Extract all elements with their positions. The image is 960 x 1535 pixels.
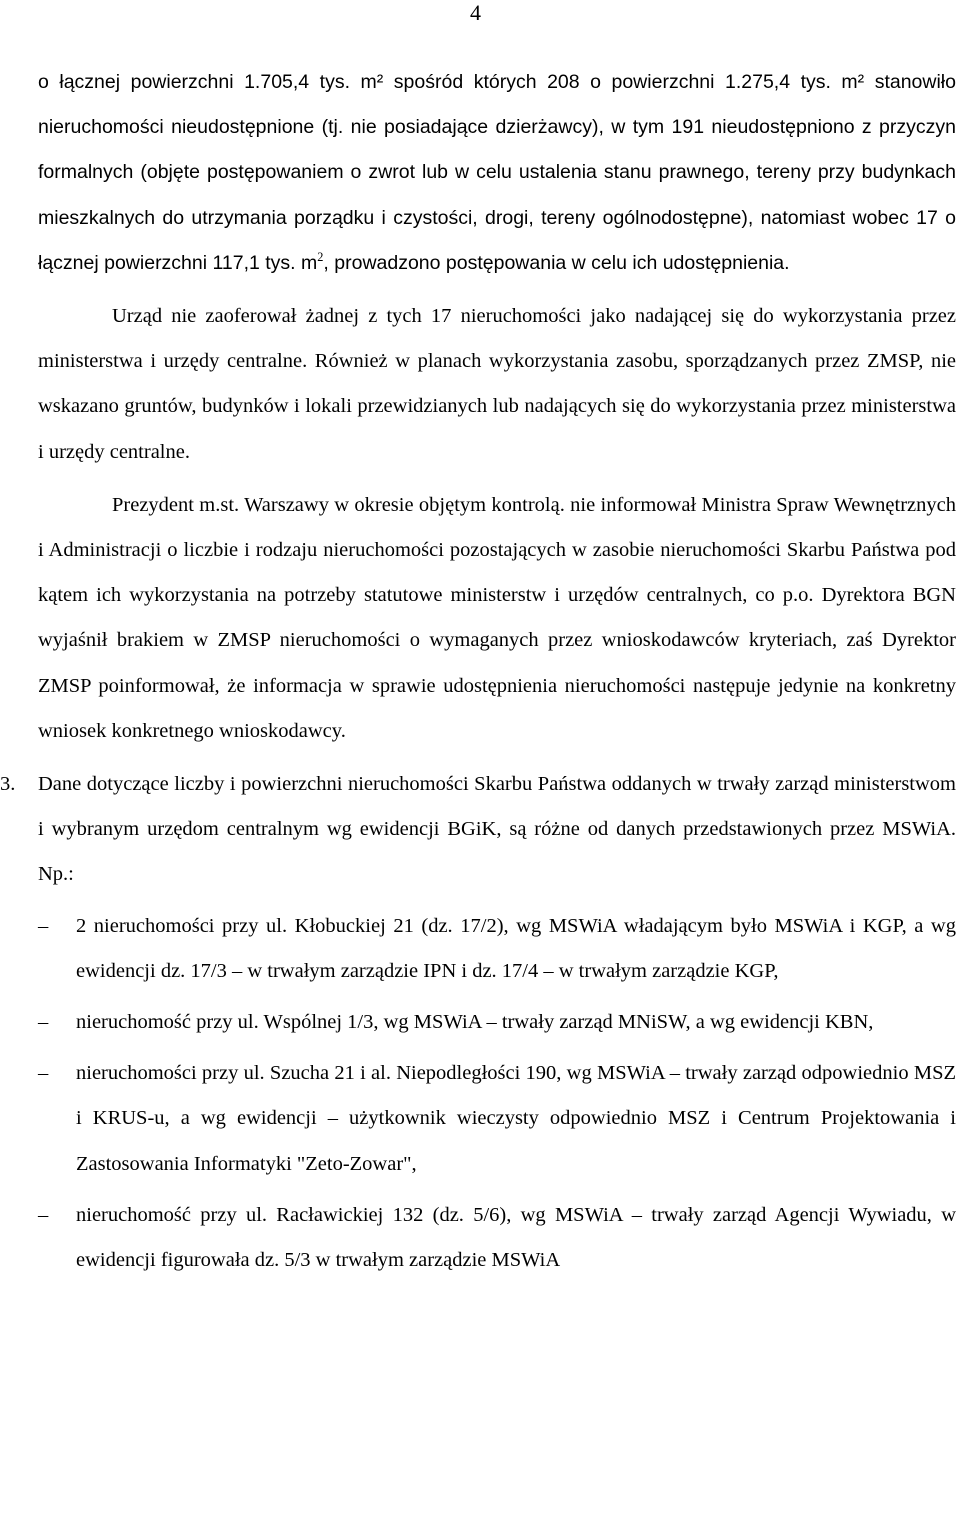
item-text: Dane dotyczące liczby i powierzchni nieruchomości Skarbu Państwa oddanych w trwały zarząd ministerstwom i wybranym urzędom centralnym wg ewidencji BGiK, są różne od danych przedstawionych przez MSWiA. Np.: (38, 773, 956, 886)
list-item (38, 1000, 956, 1045)
item-number: 3. (0, 773, 16, 796)
superscript: 2 (317, 249, 324, 264)
dash-marker: – (38, 1011, 49, 1034)
list-item (38, 1051, 956, 1187)
page-number: 4 (470, 0, 481, 25)
paragraph-1 (38, 60, 956, 286)
dash-marker: – (38, 1062, 49, 1085)
list-item-text: nieruchomość przy ul. Wspólnej 1/3, wg MSWiA – trwały zarząd MNiSW, a wg ewidencji KBN, (76, 1011, 874, 1034)
dash-marker: – (38, 1203, 49, 1226)
paragraph-1-text-end: , prowadzono postępowania w celu ich udostępnienia. (323, 251, 790, 274)
paragraph-1-text: o łącznej powierzchni 1.705,4 tys. m² spośród których 208 o powierzchni 1.275,4 tys. m² stanowiło nieruchomości nieudostępnione (tj. nie posiadające dzierżawcy), w tym 191 nieudostępniono z przyczyn formalnych (objęte postępowaniem o zwrot lub w celu ustalenia stanu prawnego, tereny przy budynkach mieszkalnych do utrzymania porządku i czystości, drogi, tereny ogólnodostępne), natomiast wobec 17 o łącznej powierzchni 117,1 tys. m (38, 71, 956, 274)
list-item-text: nieruchomości przy ul. Szucha 21 i al. Niepodległości 190, wg MSWiA – trwały zarząd odpowiednio MSZ i KRUS-u, a wg ewidencji – użytkownik wieczysty odpowiednio MSZ i Centrum Projektowania i Zastosowania Informatyki "Zeto-Zowar", (76, 1062, 956, 1175)
dash-marker: – (38, 914, 49, 937)
paragraph-3: Prezydent m.st. Warszawy w okresie objętym kontrolą. nie informował Ministra Spraw Wewnętrznych i Administracji o liczbie i rodzaju nieruchomości pozostających w zasobie nieruchomości Skarbu Państwa pod kątem ich wykorzystania na potrzeby statutowe ministerstw i urzędów centralnych, co p.o. Dyrektora BGN wyjaśnił brakiem w ZMSP nieruchomości o wymaganych przez wnioskodawców kryteriach, zaś Dyrektor ZMSP poinformował, że informacja w sprawie udostępnienia nieruchomości następuje jedynie na konkretny wniosek konkretnego wnioskodawcy. (38, 493, 956, 742)
list-item-text: nieruchomość przy ul. Racławickiej 132 (dz. 5/6), wg MSWiA – trwały zarząd Agencji Wywiadu, w ewidencji figurowała dz. 5/3 w trwałym zarządzie MSWiA (76, 1203, 956, 1272)
dash-list (38, 904, 956, 1284)
list-item-text: 2 nieruchomości przy ul. Kłobuckiej 21 (dz. 17/2), wg MSWiA władającym było MSWiA i KGP, a wg ewidencji dz. 17/3 – w trwałym zarządzie IPN i dz. 17/4 – w trwałym zarządzie KGP, (76, 914, 956, 982)
numbered-item (0, 762, 956, 898)
list-item (38, 1193, 956, 1283)
list-item (38, 904, 956, 994)
paragraph-2: Urząd nie zaoferował żadnej z tych 17 nieruchomości jako nadającej się do wykorzystania przez ministerstwa i urzędy centralne. Również w planach wykorzystania zasobu, sporządzanych przez ZMSP, nie wskazano gruntów, budynków i lokali przewidzianych lub nadających się do wykorzystania przez ministerstwa i urzędy centralne. (38, 305, 956, 463)
document-body (0, 60, 956, 1283)
